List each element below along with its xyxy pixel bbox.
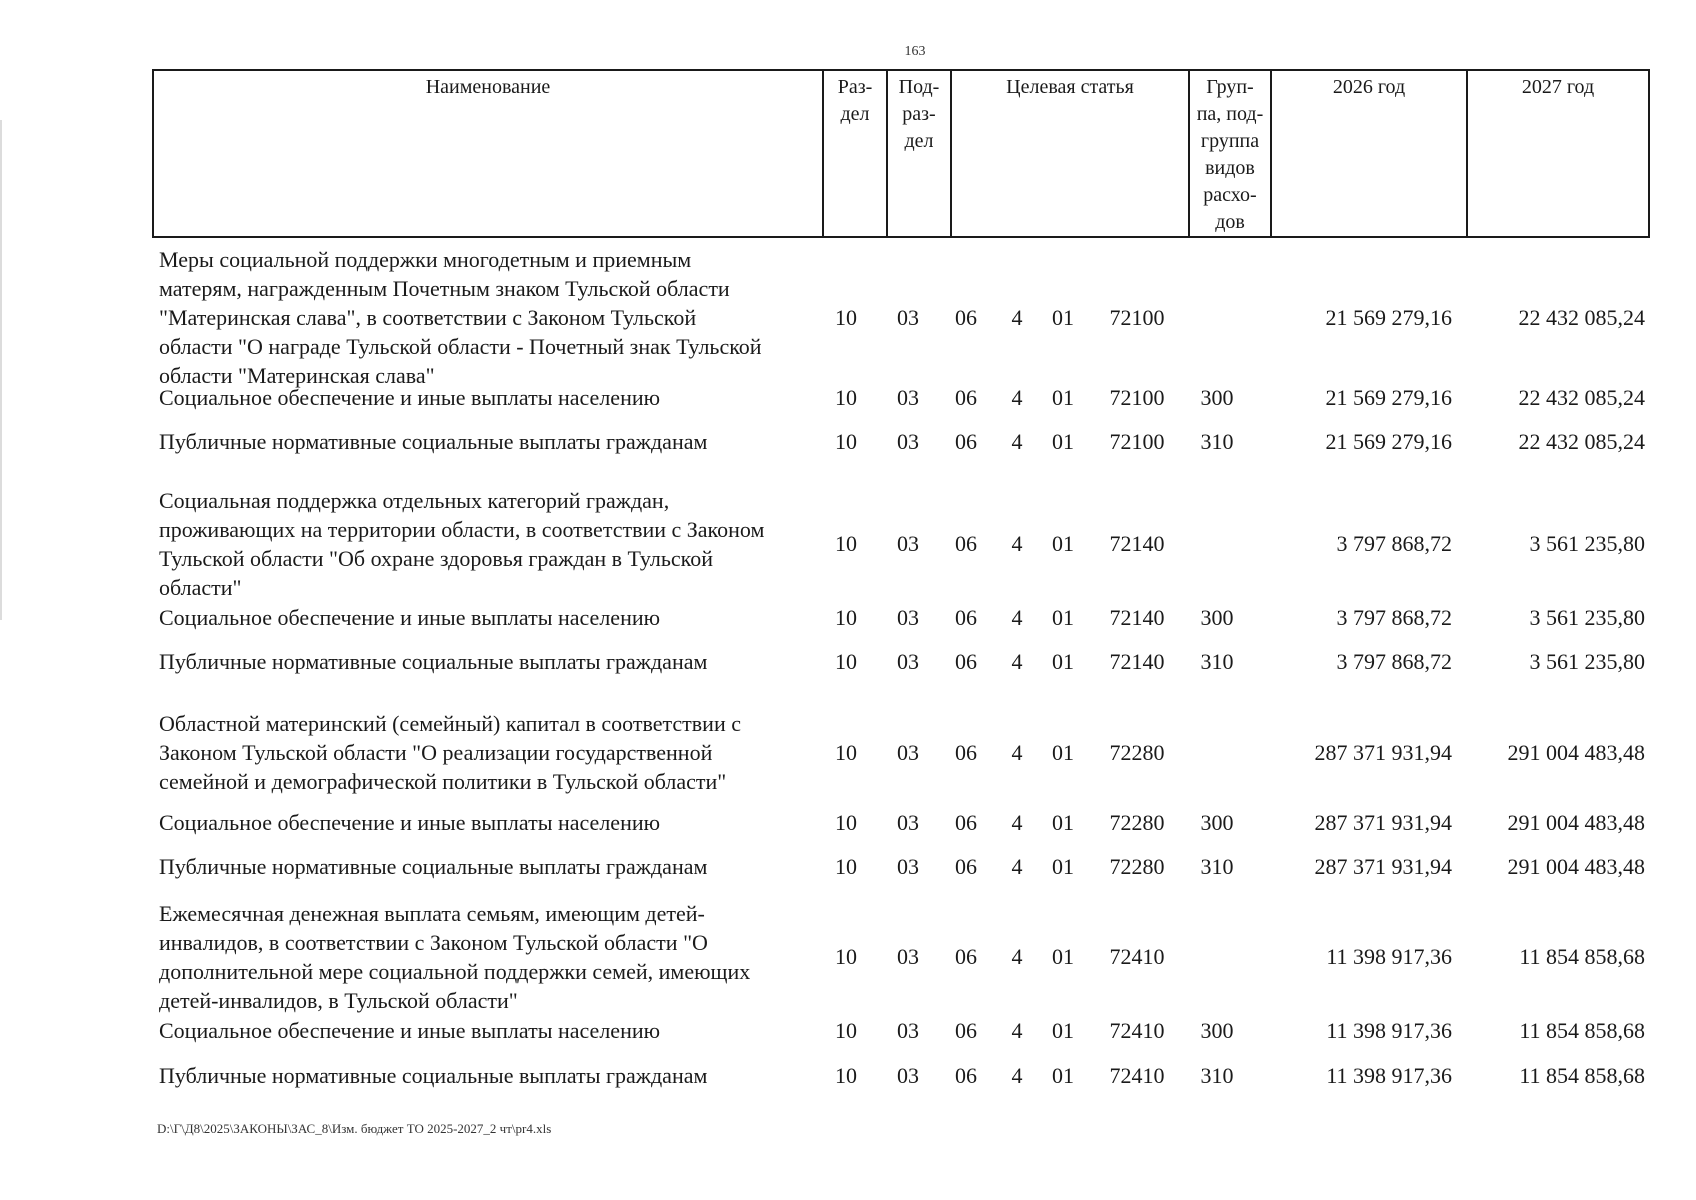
row-target-item-part: 01 xyxy=(1052,604,1074,630)
row-podrazdel: 03 xyxy=(897,384,919,410)
row-name-line: Законом Тульской области "О реализации государственной xyxy=(159,740,713,765)
row-name xyxy=(159,245,819,390)
header-gruppa xyxy=(1188,71,1270,236)
row-name-line: области" xyxy=(159,575,242,600)
row-target-item-code: 72280 xyxy=(1109,809,1165,835)
row-amount-2026: 21 569 279,16 xyxy=(1325,428,1452,454)
header-gruppa-line: расхо- xyxy=(1203,184,1257,206)
row-target-item-part: 4 xyxy=(1011,428,1023,454)
header-podrazdel-line: Под- xyxy=(898,76,940,98)
row-target-item-part: 01 xyxy=(1052,809,1074,835)
row-amount-2027: 3 561 235,80 xyxy=(1529,604,1645,630)
row-expense-group: 300 xyxy=(1200,809,1234,835)
row-name-line: дополнительной мере социальной поддержки семей, имеющих xyxy=(159,959,751,984)
header-gruppa-line: дов xyxy=(1215,211,1245,233)
row-expense-group: 300 xyxy=(1200,604,1234,630)
row-expense-group: 300 xyxy=(1200,1017,1234,1043)
row-target-item-code: 72100 xyxy=(1109,384,1165,410)
row-name-line: Ежемесячная денежная выплата семьям, имеющим детей- xyxy=(159,901,705,926)
row-target-item-part: 06 xyxy=(955,384,977,410)
row-name-line: области "О награде Тульской области - Почетный знак Тульской xyxy=(159,334,762,359)
row-amount-2026: 21 569 279,16 xyxy=(1325,304,1452,330)
header-year-2026-label: 2026 год xyxy=(1332,76,1406,98)
row-expense-group: 310 xyxy=(1200,1062,1234,1088)
row-name-line: Меры социальной поддержки многодетным и приемным xyxy=(159,247,692,272)
row-target-item-part: 06 xyxy=(955,944,977,969)
row-target-item-part: 4 xyxy=(1011,304,1023,330)
row-amount-2026: 11 398 917,36 xyxy=(1326,1062,1452,1088)
header-gruppa-line: Груп- xyxy=(1206,76,1254,98)
row-name-line: матерям, награжденным Почетным знаком Тульской области xyxy=(159,276,730,301)
row-amount-2026: 3 797 868,72 xyxy=(1336,531,1452,556)
row-amount-2026: 287 371 931,94 xyxy=(1314,739,1452,765)
row-target-item-part: 01 xyxy=(1052,853,1074,879)
row-amount-2026: 21 569 279,16 xyxy=(1325,384,1452,410)
header-year-2026 xyxy=(1270,71,1466,236)
row-target-item-part: 01 xyxy=(1052,428,1074,454)
row-target-item-part: 06 xyxy=(955,809,977,835)
row-razdel: 10 xyxy=(835,944,857,969)
row-razdel: 10 xyxy=(835,853,857,879)
row-target-item-part: 06 xyxy=(955,304,977,330)
row-name-line: проживающих на территории области, в соответствии с Законом xyxy=(159,517,765,542)
header-year-2027-label: 2027 год xyxy=(1521,76,1595,98)
row-target-item-code: 72140 xyxy=(1109,648,1165,674)
header-razdel-line: Раз- xyxy=(837,76,873,98)
row-podrazdel: 03 xyxy=(897,739,919,765)
row-amount-2026: 3 797 868,72 xyxy=(1336,648,1452,674)
row-amount-2027: 11 854 858,68 xyxy=(1519,1017,1645,1043)
row-target-item-code: 72280 xyxy=(1109,739,1165,765)
header-podrazdel-line: раз- xyxy=(902,103,936,125)
row-target-item-code: 72410 xyxy=(1109,944,1165,969)
row-name-line: семейной и демографической политики в Тульской области" xyxy=(159,769,727,794)
row-amount-2027: 22 432 085,24 xyxy=(1518,428,1645,454)
row-target-item-part: 01 xyxy=(1052,1062,1074,1088)
row-name-line: Социальное обеспечение и иные выплаты населению xyxy=(159,605,661,630)
row-target-item-part: 06 xyxy=(955,428,977,454)
row-name-line: Областной материнский (семейный) капитал в соответствии с xyxy=(159,711,741,736)
page-number: 163 xyxy=(904,44,926,59)
row-name xyxy=(159,709,819,796)
header-gruppa-line: па, под- xyxy=(1196,103,1264,125)
row-name-line: "Материнская слава", в соответствии с Законом Тульской xyxy=(159,305,697,330)
row-name-line: области "Материнская слава" xyxy=(159,363,435,388)
row-razdel: 10 xyxy=(835,809,857,835)
row-target-item-code: 72140 xyxy=(1109,531,1165,556)
row-podrazdel: 03 xyxy=(897,1017,919,1043)
row-target-item-part: 06 xyxy=(955,739,977,765)
row-target-item-part: 4 xyxy=(1011,531,1023,556)
row-razdel: 10 xyxy=(835,739,857,765)
row-amount-2026: 287 371 931,94 xyxy=(1314,853,1452,879)
row-amount-2026: 11 398 917,36 xyxy=(1326,1017,1452,1043)
row-amount-2027: 22 432 085,24 xyxy=(1518,384,1645,410)
row-podrazdel: 03 xyxy=(897,809,919,835)
footer-file-path: D:\Г\Д8\2025\ЗАКОНЫ\ЗАС_8\Изм. бюджет ТО 2025-2027_2 чт\pr4.xls xyxy=(157,1121,552,1136)
scan-edge-line xyxy=(0,120,2,620)
row-target-item-part: 01 xyxy=(1052,739,1074,765)
row-amount-2026: 287 371 931,94 xyxy=(1314,809,1452,835)
row-target-item-part: 4 xyxy=(1011,1017,1023,1043)
header-razdel xyxy=(822,71,886,236)
header-year-2027 xyxy=(1466,71,1648,236)
row-target-item-part: 4 xyxy=(1011,604,1023,630)
row-name-line: Публичные нормативные социальные выплаты гражданам xyxy=(159,1063,708,1088)
row-amount-2027: 291 004 483,48 xyxy=(1507,809,1645,835)
row-target-item-code: 72100 xyxy=(1109,428,1165,454)
row-podrazdel: 03 xyxy=(897,944,919,969)
row-target-item-code: 72410 xyxy=(1109,1017,1165,1043)
row-target-item-part: 4 xyxy=(1011,809,1023,835)
row-razdel: 10 xyxy=(835,648,857,674)
header-celevaya-statya xyxy=(950,71,1188,236)
row-name-line: Публичные нормативные социальные выплаты гражданам xyxy=(159,429,708,454)
row-razdel: 10 xyxy=(835,384,857,410)
row-target-item-part: 4 xyxy=(1011,648,1023,674)
row-amount-2027: 291 004 483,48 xyxy=(1507,853,1645,879)
row-name xyxy=(159,852,819,881)
row-target-item-part: 01 xyxy=(1052,944,1074,969)
row-target-item-code: 72140 xyxy=(1109,604,1165,630)
row-name-line: Социальное обеспечение и иные выплаты населению xyxy=(159,385,661,410)
row-expense-group: 310 xyxy=(1200,428,1234,454)
row-target-item-part: 01 xyxy=(1052,531,1074,556)
row-razdel: 10 xyxy=(835,1017,857,1043)
row-podrazdel: 03 xyxy=(897,304,919,330)
row-name-line: Публичные нормативные социальные выплаты гражданам xyxy=(159,649,708,674)
row-amount-2027: 3 561 235,80 xyxy=(1529,648,1645,674)
row-razdel: 10 xyxy=(835,1062,857,1088)
row-target-item-part: 4 xyxy=(1011,739,1023,765)
header-name-label: Наименование xyxy=(425,76,551,98)
row-target-item-part: 01 xyxy=(1052,304,1074,330)
header-gruppa-line: группа xyxy=(1200,130,1260,152)
row-razdel: 10 xyxy=(835,428,857,454)
row-podrazdel: 03 xyxy=(897,853,919,879)
row-podrazdel: 03 xyxy=(897,531,919,556)
row-podrazdel: 03 xyxy=(897,604,919,630)
row-amount-2027: 11 854 858,68 xyxy=(1519,944,1645,969)
row-name-line: инвалидов, в соответствии с Законом Тульской области "О xyxy=(159,930,708,955)
row-name xyxy=(159,1016,819,1045)
row-podrazdel: 03 xyxy=(897,648,919,674)
row-target-item-part: 01 xyxy=(1052,648,1074,674)
row-razdel: 10 xyxy=(835,531,857,556)
row-name-line: Публичные нормативные социальные выплаты гражданам xyxy=(159,854,708,879)
row-amount-2027: 22 432 085,24 xyxy=(1518,304,1645,330)
row-target-item-part: 06 xyxy=(955,604,977,630)
header-razdel-line: дел xyxy=(840,103,870,125)
row-target-item-part: 01 xyxy=(1052,1017,1074,1043)
row-name xyxy=(159,486,819,602)
row-razdel: 10 xyxy=(835,304,857,330)
row-amount-2027: 11 854 858,68 xyxy=(1519,1062,1645,1088)
header-podrazdel xyxy=(886,71,950,236)
row-name xyxy=(159,1061,819,1090)
row-razdel: 10 xyxy=(835,604,857,630)
row-amount-2027: 291 004 483,48 xyxy=(1507,739,1645,765)
row-name xyxy=(159,647,819,676)
row-target-item-part: 06 xyxy=(955,531,977,556)
row-target-item-part: 4 xyxy=(1011,853,1023,879)
row-expense-group: 300 xyxy=(1200,384,1234,410)
row-name xyxy=(159,427,819,456)
row-amount-2026: 3 797 868,72 xyxy=(1336,604,1452,630)
row-name xyxy=(159,383,819,412)
row-target-item-code: 72280 xyxy=(1109,853,1165,879)
row-expense-group: 310 xyxy=(1200,648,1234,674)
row-name-line: Социальное обеспечение и иные выплаты населению xyxy=(159,810,661,835)
row-name xyxy=(159,808,819,837)
row-name xyxy=(159,603,819,632)
row-target-item-code: 72100 xyxy=(1109,304,1165,330)
header-podrazdel-line: дел xyxy=(904,130,934,152)
row-podrazdel: 03 xyxy=(897,428,919,454)
row-name-line: детей-инвалидов, в Тульской области" xyxy=(159,988,518,1013)
row-name-line: Социальное обеспечение и иные выплаты населению xyxy=(159,1018,661,1043)
row-target-item-part: 4 xyxy=(1011,384,1023,410)
row-expense-group: 310 xyxy=(1200,853,1234,879)
header-gruppa-line: видов xyxy=(1205,157,1255,179)
row-target-item-code: 72410 xyxy=(1109,1062,1165,1088)
row-podrazdel: 03 xyxy=(897,1062,919,1088)
row-target-item-part: 4 xyxy=(1011,1062,1023,1088)
row-name-line: Социальная поддержка отдельных категорий граждан, xyxy=(159,488,670,513)
table-header xyxy=(152,69,1650,238)
row-amount-2027: 3 561 235,80 xyxy=(1529,531,1645,556)
row-amount-2026: 11 398 917,36 xyxy=(1326,944,1452,969)
row-target-item-part: 06 xyxy=(955,1062,977,1088)
row-target-item-part: 06 xyxy=(955,853,977,879)
header-name xyxy=(154,71,822,236)
row-name-line: Тульской области "Об охране здоровья граждан в Тульской xyxy=(159,546,713,571)
row-target-item-part: 06 xyxy=(955,1017,977,1043)
row-target-item-part: 06 xyxy=(955,648,977,674)
row-target-item-part: 01 xyxy=(1052,384,1074,410)
row-name xyxy=(159,899,819,1015)
row-target-item-part: 4 xyxy=(1011,944,1023,969)
header-celevaya-label: Целевая статья xyxy=(1006,76,1134,98)
